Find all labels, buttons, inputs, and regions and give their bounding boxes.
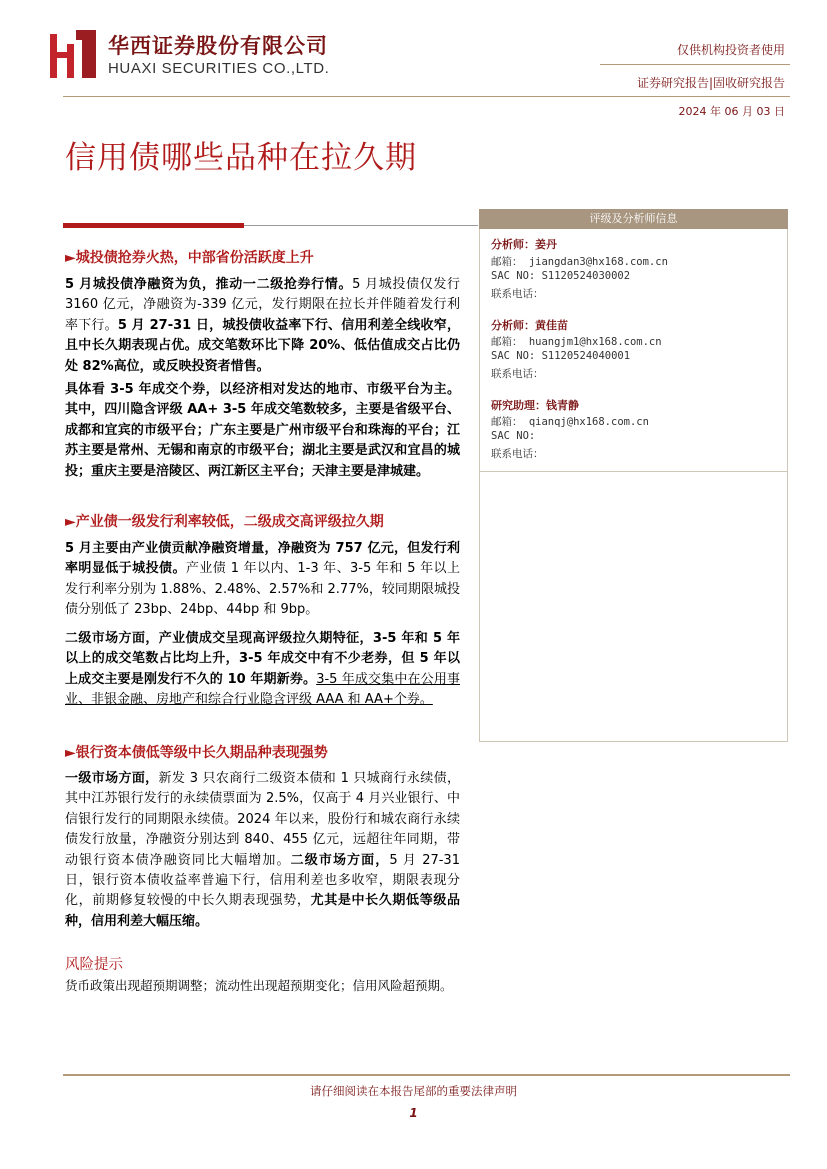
report-date: 2024 年 06 月 03 日 xyxy=(678,105,785,118)
title-divider xyxy=(244,225,478,226)
risk-text: 货币政策出现超预期调整；流动性出现超预期变化；信用风险超预期。 xyxy=(65,978,453,993)
analyst-sac: SAC NO: S1120524030002 xyxy=(491,270,631,282)
analyst-email[interactable]: 邮箱： jiangdan3@hx168.com.cn xyxy=(491,256,668,268)
huaxi-logo-icon xyxy=(50,30,96,78)
paragraph-emphasis: 尤其是中长久期低等级品种，信用利差大幅压缩。 xyxy=(65,893,460,929)
analyst-name: 研究助理：钱青静 xyxy=(491,399,579,412)
paragraph-text: 产业债 1 年以内、1-3 年、3-5 年和 5 年以上发行利率分别为 1.88%、2.48%、2.57%和 2.77%，较同期限城投债分别低了 23bp、24bp、44bp 和 9bp。 xyxy=(65,561,460,618)
section-paragraph xyxy=(65,539,460,621)
legal-disclaimer-note: 请仔细阅读在本报告尾部的重要法律声明 xyxy=(310,1084,517,1098)
header-divider xyxy=(600,64,790,65)
section-heading: ►银行资本债低等级中长久期品种表现强势 xyxy=(65,745,328,761)
paragraph-lead: 5 月城投债净融资为负，推动一二级抢券行情。 xyxy=(65,277,353,292)
analyst-phone: 联系电话： xyxy=(491,288,544,300)
analyst-sac: SAC NO: S1120524040001 xyxy=(491,350,631,362)
section-heading: ►产业债一级发行利率较低，二级成交高评级拉久期 xyxy=(65,514,384,530)
page-number: 1 xyxy=(409,1106,418,1120)
paragraph-text: 新发 3 只农商行二级资本债和 1 只城商行永续债，其中江苏银行发行的永续债票面为 2.5%，仅高于 4 月兴业银行、中信银行发行的同期限永续债。2024 年以来，股份行和城农商行永续债发行放量，净融资分别达到 840、455 亿元，远超往年同期，带动银行资本债净融资同比大幅增加。 xyxy=(65,771,460,868)
report-type: 证券研究报告|固收研究报告 xyxy=(636,76,785,90)
analyst-email[interactable]: 邮箱： huangjm1@hx168.com.cn xyxy=(491,336,662,348)
footer-divider xyxy=(63,1074,790,1076)
paragraph-lead: 5 月主要由产业债贡献净融资增量，净融资为 757 亿元，但发行利率明显低于城投债。 xyxy=(65,541,460,577)
paragraph-text: 5 月 27-31 日，银行资本债收益率普遍下行，信用利差也多收窄，期限表现分化，前期修复较慢的中长久期表现强势， xyxy=(65,852,460,909)
paragraph-text: 5 月城投债仅发行 3160 亿元，净融资为-339 亿元，发行期限在拉长并伴随着发行利率下行。 xyxy=(65,277,461,333)
paragraph-lead: 一级市场方面， xyxy=(65,771,159,786)
company-name-en: HUAXI SECURITIES CO.,LTD. xyxy=(108,60,330,77)
analyst-phone: 联系电话： xyxy=(491,448,544,460)
analyst-email[interactable]: 邮箱： qianqj@hx168.com.cn xyxy=(491,416,649,428)
usage-note: 仅供机构投资者使用 xyxy=(676,43,785,57)
analyst-name: 分析师：姜丹 xyxy=(491,238,557,251)
section-heading: ►城投债抢券火热，中部省份活跃度上升 xyxy=(65,250,314,266)
paragraph-underlined-text: 3-5 年成交集中在公用事业、非银金融、房地产和综合行业隐含评级 AAA 和 AA+个券。 xyxy=(65,671,460,708)
section-paragraph: 具体看 3-5 年成交个券，以经济相对发达的地市、市级平台为主。其中，四川隐含评级 AA+ 3-5 年成交笔数较多，主要是省级平台、成都和宜宾的市级平台；广东主要是广州市级平台和珠海的平台；江苏主要是常州、无锡和南京的市级平台；湖北主要是武汉和宜昌的城投；重庆主要是涪陵区、两江新区主平台；天津主要是津城建。 xyxy=(65,382,460,479)
analyst-phone: 联系电话： xyxy=(491,368,544,380)
section-paragraph xyxy=(65,275,460,377)
paragraph-lead: 二级市场方面，产业债成交呈现高评级拉久期特征，3-5 年和 5 年以上的成交笔数占比均上升，3-5 年成交中有不少老券，但 5 年以上成交主要是刚发行不久的 10 年期新券。 xyxy=(65,631,460,687)
analyst-sac: SAC NO: xyxy=(491,430,536,442)
sidebar-divider xyxy=(479,471,788,472)
section-paragraph xyxy=(65,769,460,932)
risk-heading: 风险提示 xyxy=(65,957,123,973)
analyst-info-heading: 评级及分析师信息 xyxy=(479,209,788,229)
company-name-cn: 华西证券股份有限公司 xyxy=(108,34,328,58)
analyst-name: 分析师：黄佳苗 xyxy=(491,319,568,332)
report-title: 信用债哪些品种在拉久期 xyxy=(65,140,417,176)
paragraph-lead: 二级市场方面， xyxy=(290,852,390,868)
section-paragraph xyxy=(65,629,460,711)
title-accent-bar xyxy=(63,223,244,228)
header-divider-main xyxy=(63,96,790,97)
paragraph-emphasis: 5 月 27-31 日，城投债收益率下行、信用利差全线收窄，且中长久期表现占优。成交笔数环比下降 20%、低估值成交占比仍处 82%高位，或反映投资者惜售。 xyxy=(65,317,460,374)
